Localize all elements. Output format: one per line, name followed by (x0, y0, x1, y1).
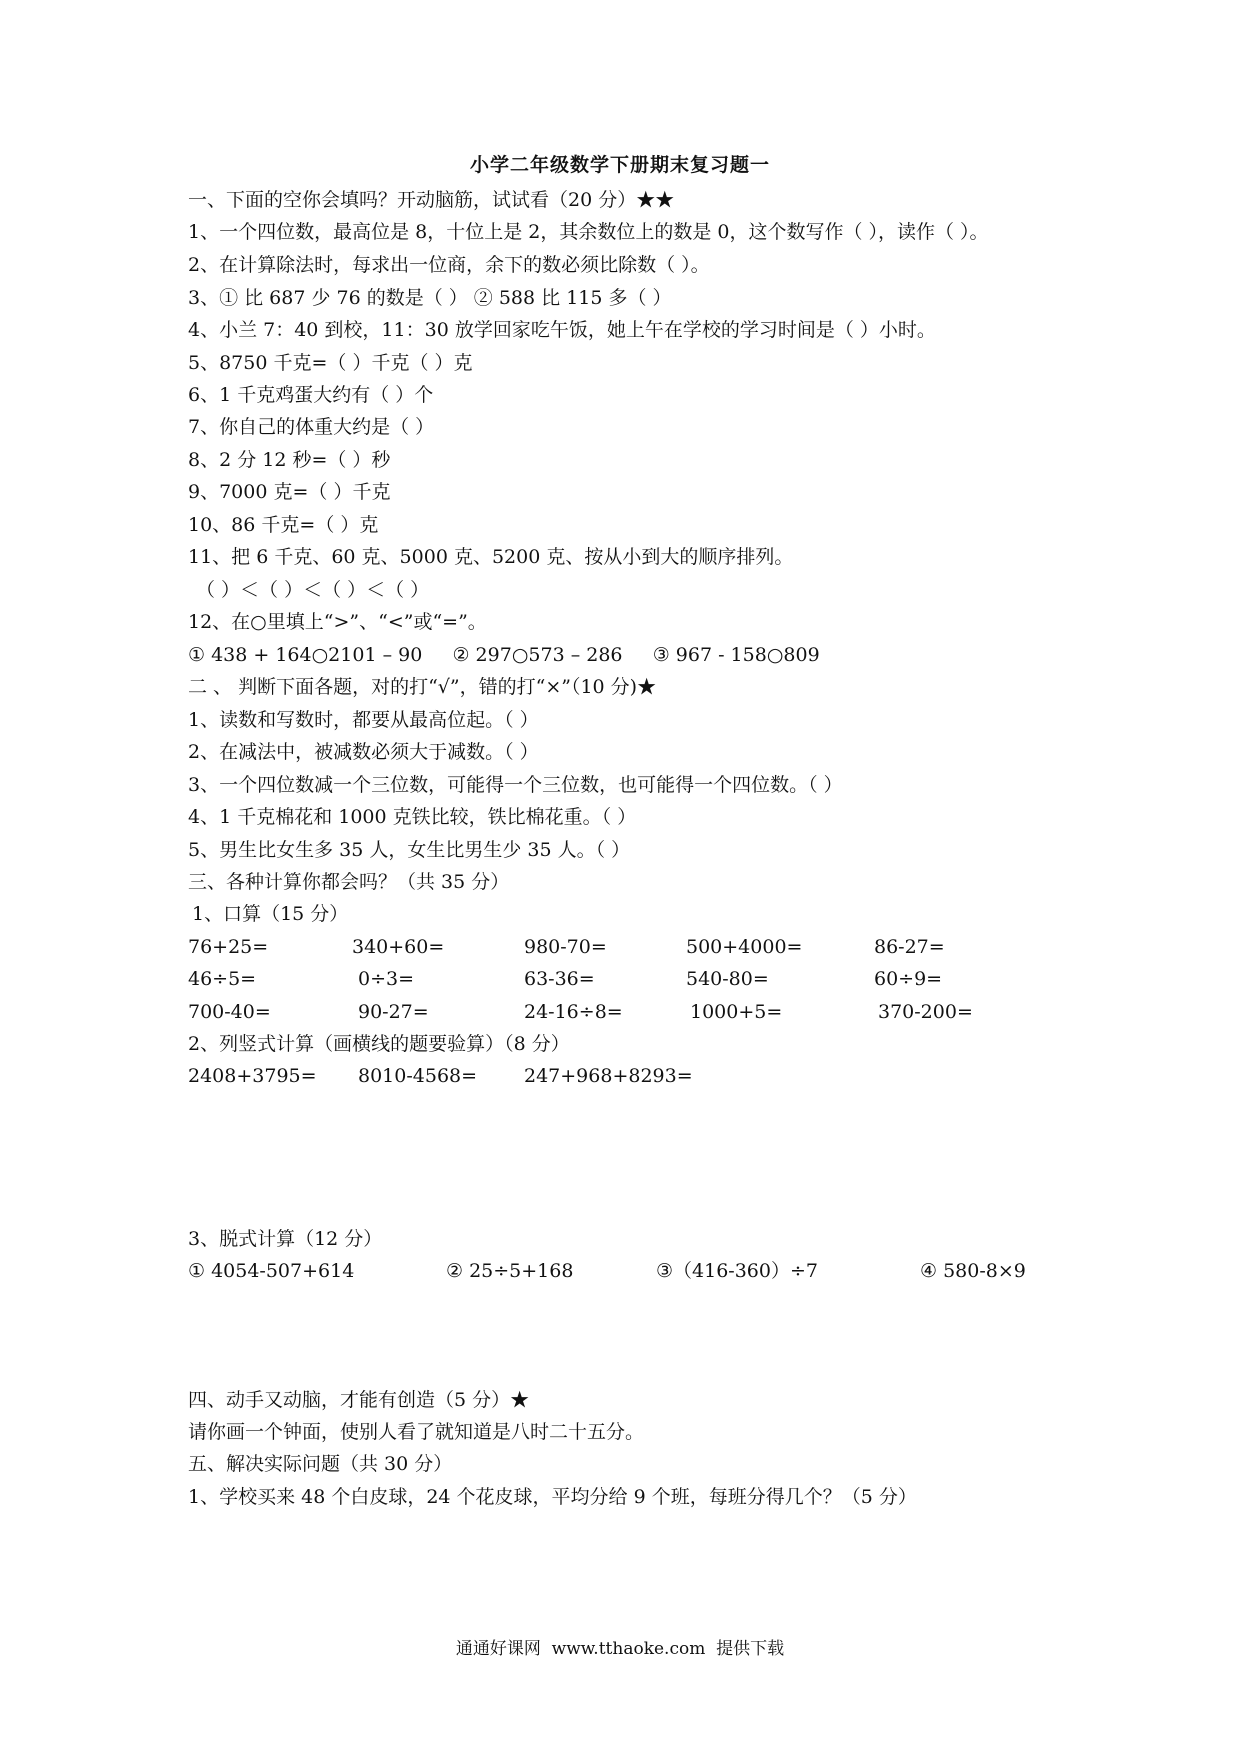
vertical-problem: 247+968+8293= (524, 1065, 693, 1087)
judge-1: 1、读数和写数时，都要从最高位起。（ ） (188, 709, 539, 731)
question-1-10: 10、86 千克=（ ）克 (188, 514, 379, 536)
section-5-heading: 五、解决实际问题（共 30 分） (188, 1453, 453, 1475)
step-heading: 3、脱式计算（12 分） (188, 1228, 383, 1250)
judge-2: 2、在减法中，被减数必须大于减数。（ ） (188, 741, 539, 763)
oral-problem: 700-40= (188, 1001, 271, 1023)
oral-heading: 1、口算（15 分） (192, 903, 349, 925)
oral-problem: 540-80= (686, 968, 769, 990)
oral-problem: 370-200= (878, 1001, 973, 1023)
question-1-3: 3、① 比 687 少 76 的数是（ ） ② 588 比 115 多（ ） (188, 287, 672, 309)
question-1-11: 11、把 6 千克、60 克、5000 克、5200 克、按从小到大的顺序排列。 (188, 546, 794, 568)
question-1-1: 1、一个四位数，最高位是 8，十位上是 2，其余数位上的数是 0，这个数写作（ ），读作（ ）。 (188, 221, 989, 243)
oral-problem: 76+25= (188, 936, 269, 958)
oral-problem: 60÷9= (874, 968, 943, 990)
question-1-5: 5、8750 千克=（ ）千克（ ）克 (188, 352, 473, 374)
oral-problem: 86-27= (874, 936, 945, 958)
compare-items: ① 438 + 164○2101 – 90 ② 297○573 – 286 ③ 967 - 158○809 (188, 644, 820, 666)
page-title: 小学二年级数学下册期末复习题一 (469, 154, 770, 176)
step-problem: ② 25÷5+168 (446, 1260, 574, 1282)
question-1-4: 4、小兰 7：40 到校，11：30 放学回家吃午饭，她上午在学校的学习时间是（ ）小时。 (188, 319, 936, 341)
question-1-12: 12、在○里填上“>”、“<”或“=”。 (188, 611, 487, 633)
question-1-9: 9、7000 克=（ ）千克 (188, 481, 391, 503)
oral-problem: 340+60= (352, 936, 445, 958)
oral-problem: 1000+5= (690, 1001, 783, 1023)
word-problem-1: 1、学校买来 48 个白皮球，24 个花皮球，平均分给 9 个班，每班分得几个？（5 分） (188, 1486, 917, 1508)
section-1-heading: 一、下面的空你会填吗？开动脑筋，试试看（20 分）★★ (188, 189, 675, 211)
oral-problem: 63-36= (524, 968, 595, 990)
oral-problem: 500+4000= (686, 936, 803, 958)
question-1-8: 8、2 分 12 秒=（ ）秒 (188, 449, 391, 471)
judge-4: 4、1 千克棉花和 1000 克铁比较，铁比棉花重。（ ） (188, 806, 637, 828)
oral-problem: 0÷3= (358, 968, 415, 990)
vertical-problem: 8010-4568= (358, 1065, 478, 1087)
section-2-heading: 二 、 判断下面各题，对的打“√”，错的打“×”（10 分)★ (188, 676, 657, 698)
section-3-heading: 三、各种计算你都会吗？（共 35 分） (188, 871, 510, 893)
vertical-problem: 2408+3795= (188, 1065, 317, 1087)
order-blanks: （ ）＜（ ）＜（ ）＜（ ） (196, 579, 430, 601)
clock-task: 请你画一个钟面，使别人看了就知道是八时二十五分。 (188, 1421, 645, 1443)
step-problem: ① 4054-507+614 (188, 1260, 355, 1282)
oral-problem: 46÷5= (188, 968, 257, 990)
question-1-7: 7、你自己的体重大约是（ ） (188, 416, 435, 438)
section-4-heading: 四、动手又动脑，才能有创造（5 分）★ (188, 1389, 530, 1411)
question-1-2: 2、在计算除法时，每求出一位商，余下的数必须比除数（ ）。 (188, 254, 710, 276)
oral-problem: 90-27= (358, 1001, 429, 1023)
vertical-heading: 2、列竖式计算（画横线的题要验算）（8 分） (188, 1033, 570, 1055)
oral-problem: 24-16÷8= (524, 1001, 623, 1023)
footer-note: 通通好课网 www.tthaoke.com 提供下载 (455, 1639, 785, 1659)
step-problem: ③（416-360）÷7 (656, 1260, 818, 1282)
judge-3: 3、一个四位数减一个三位数，可能得一个三位数，也可能得一个四位数。（ ） (188, 774, 843, 796)
oral-problem: 980-70= (524, 936, 607, 958)
judge-5: 5、男生比女生多 35 人，女生比男生少 35 人。（ ） (188, 839, 631, 861)
question-1-6: 6、1 千克鸡蛋大约有（ ）个 (188, 384, 434, 406)
step-problem: ④ 580-8×9 (920, 1260, 1026, 1282)
